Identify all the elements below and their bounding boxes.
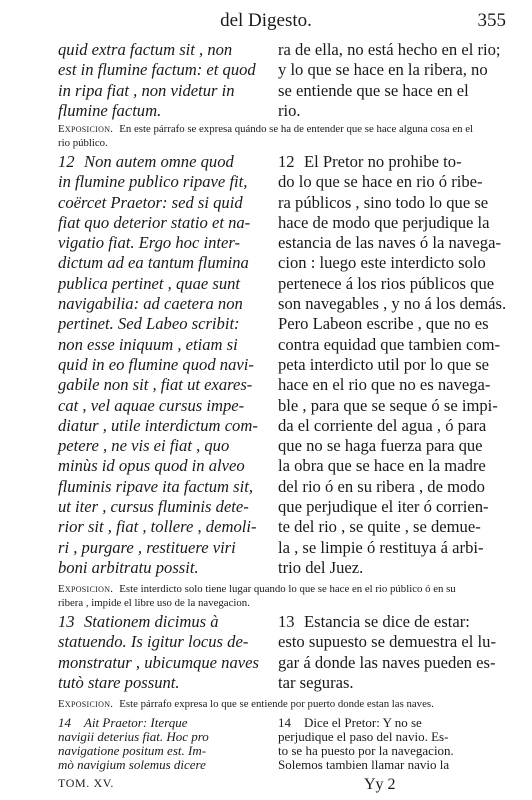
exposition-note — [58, 582, 478, 610]
spanish-line: que no se haga fuerza para que — [278, 436, 483, 456]
latin-line: in ripa fiat , non videtur in — [58, 80, 235, 100]
latin-line: navigatione positum est. Im- — [58, 743, 207, 758]
spanish-line: ra públicos , sino todo lo que se — [278, 192, 489, 212]
paragraph-number: 14 — [58, 715, 71, 730]
paragraph-continuation — [0, 40, 532, 124]
latin-line: in flumine publico ripave fit, — [58, 172, 248, 192]
exposition-note — [58, 122, 478, 150]
latin-line: 13 Stationem dicimus à — [58, 612, 219, 631]
latin-line: boni arbitratu possit. — [58, 557, 199, 577]
spanish-line: trio del Juez. — [278, 557, 364, 577]
latin-line: gabile non sit , fiat ut exares- — [58, 375, 253, 395]
note-text: Este interdicto solo tiene lugar quando lo que se hace en el rio público ó en su ribera , impide el libre uso de la navegacion. — [58, 583, 456, 609]
latin-line: statuendo. Is igitur locus de- — [58, 632, 249, 652]
spanish-line: la obra que se hace en la madre — [278, 456, 486, 476]
spanish-line: 13 Estancia se dice de estar: — [278, 612, 470, 631]
spanish-line: contra equidad que tambien com- — [278, 334, 501, 354]
spanish-line: son navegables , y no á los demás. — [278, 294, 507, 314]
paragraph-number: 12 — [278, 152, 295, 171]
spanish-column — [278, 40, 501, 121]
note-text: En este párrafo se expresa quándo se ha de entender que se hace alguna cosa en el rio público. — [58, 123, 474, 149]
spanish-line: da el corriente del agua , ó para — [278, 415, 487, 435]
latin-line: fluminis ripave ita factum sit, — [58, 476, 253, 496]
latin-line: minùs id opus quod in alveo — [58, 456, 245, 476]
paragraph-12 — [0, 152, 532, 582]
spanish-line: te del rio , se quite , se demue- — [278, 517, 481, 537]
latin-line: rior sit , fiat , tollere , demoli- — [58, 517, 257, 537]
spanish-line: pertenece á los rios públicos que — [278, 273, 495, 293]
latin-line: 12 Non autem omne quod — [58, 152, 234, 171]
latin-line: ri , purgare , restituere viri — [58, 537, 236, 557]
latin-column — [58, 716, 258, 772]
paragraph-number: 12 — [58, 152, 75, 171]
spanish-line: hace de modo que perjudique la — [278, 212, 490, 232]
paragraph-number: 13 — [278, 612, 295, 631]
spanish-line: que perjudique el iter ó corrien- — [278, 497, 489, 517]
spanish-line: do lo que se hace en rio ó ribe- — [278, 172, 483, 192]
running-title: del Digesto. — [220, 10, 312, 31]
latin-line: diatur , utile interdictum com- — [58, 415, 258, 435]
latin-line: quid extra factum sit , non — [58, 40, 233, 59]
spanish-line: tar seguras. — [278, 672, 354, 692]
spanish-line: esto supuesto se demuestra el lu- — [278, 632, 496, 652]
spanish-column — [278, 716, 478, 772]
latin-line: pertinet. Sed Labeo scribit: — [58, 314, 240, 334]
note-label: Exposicion. — [58, 698, 114, 710]
spanish-column — [278, 612, 496, 693]
latin-line: flumine factum. — [58, 100, 162, 120]
page-number: 355 — [477, 10, 506, 31]
spanish-line: 12 El Pretor no prohibe to- — [278, 152, 462, 171]
latin-line: dictum ad ea tantum flumina — [58, 253, 249, 273]
spanish-line: to se ha puesto por la navegacion. — [278, 743, 454, 758]
spanish-line: cion : luego este interdicto solo — [278, 253, 486, 273]
latin-column — [58, 612, 258, 693]
latin-line: 14 Ait Praetor: Iterque — [58, 715, 188, 730]
spanish-line: y lo que se hace en la ribera, no — [278, 60, 488, 80]
paragraph-number: 13 — [58, 612, 75, 631]
latin-line: navigii deterius fiat. Hoc pro — [58, 729, 209, 744]
spanish-column — [278, 152, 507, 578]
spanish-line: la , se limpie ó restituya á arbi- — [278, 537, 484, 557]
latin-line: ut iter , cursus fluminis dete- — [58, 497, 249, 517]
spanish-line: Pero Labeon escribe , que no es — [278, 314, 489, 334]
note-text: Este párrafo expresa lo que se entiende por puerto donde estan las naves. — [119, 698, 434, 710]
note-label: Exposicion. — [58, 583, 114, 595]
spanish-line: peta interdicto util por lo que se — [278, 354, 490, 374]
latin-line: quid in eo flumine quod navi- — [58, 354, 254, 374]
latin-line: mò navigium solemus dicere — [58, 757, 206, 772]
spanish-line: Solemos tambien llamar navio la — [278, 757, 450, 772]
note-label: Exposicion. — [58, 123, 114, 135]
latin-line: coërcet Praetor: sed si quid — [58, 192, 243, 212]
latin-line: navigabilia: ad caetera non — [58, 294, 243, 314]
latin-line: cat , vel aquae cursus impe- — [58, 395, 245, 415]
latin-line: petere , ne vis ei fiat , quo — [58, 436, 230, 456]
spanish-line: se entiende que se hace en el — [278, 80, 469, 100]
spanish-line: gar á donde las naves pueden es- — [278, 652, 496, 672]
spanish-line: rio. — [278, 100, 301, 120]
exposition-note — [58, 697, 478, 711]
paragraph-13 — [0, 612, 532, 696]
latin-column — [58, 152, 258, 578]
volume-mark: TOM. XV. — [58, 776, 115, 790]
latin-line: tutò stare possunt. — [58, 672, 180, 692]
latin-line: vigatio fiat. Ergo hoc inter- — [58, 233, 241, 253]
latin-line: non esse iniquum , etiam si — [58, 334, 238, 354]
page-footer — [0, 776, 532, 798]
latin-line: monstratur , ubicumque naves — [58, 652, 259, 672]
paragraph-number: 14 — [278, 715, 291, 730]
page-header — [0, 10, 532, 34]
spanish-line: hace en el rio que no es navega- — [278, 375, 491, 395]
spanish-line: estancia de las naves ó la navega- — [278, 233, 501, 253]
spanish-line: ra de ella, no está hecho en el rio; — [278, 40, 501, 59]
spanish-line: ble , para que se seque ó se impi- — [278, 395, 498, 415]
signature-mark: Yy 2 — [364, 776, 396, 793]
spanish-line: del rio ó en su ribera , de modo — [278, 476, 485, 496]
latin-line: fiat quo deterior statio et na- — [58, 212, 251, 232]
latin-line: est in flumine factum: et quod — [58, 60, 256, 80]
latin-column — [58, 40, 258, 121]
spanish-line: perjudique el paso del navio. Es- — [278, 729, 449, 744]
spanish-line: 14 Dice el Pretor: Y no se — [278, 715, 422, 730]
latin-line: publica pertinet , quae sunt — [58, 273, 241, 293]
